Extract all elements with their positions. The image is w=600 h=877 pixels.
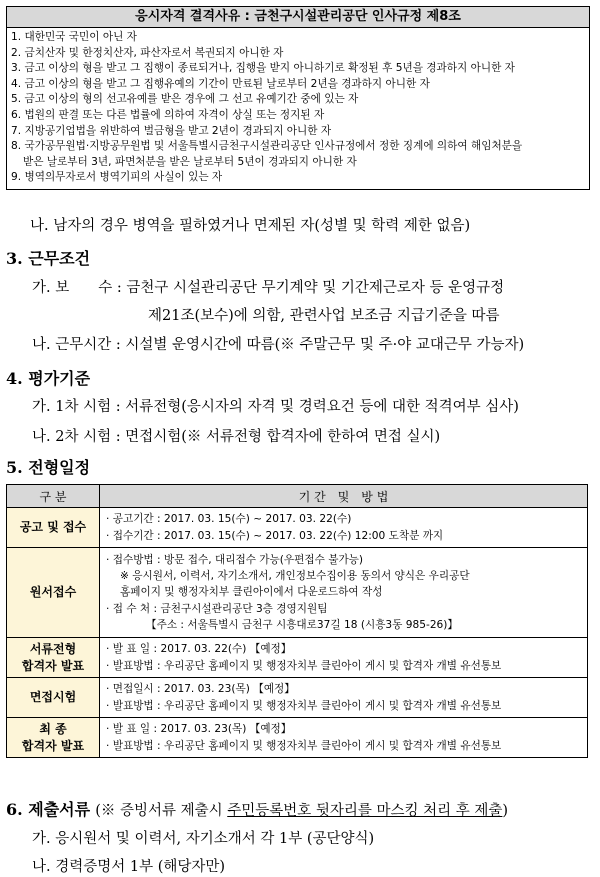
disqualification-box xyxy=(6,6,590,190)
row-content: · 접수방법 : 방문 접수, 대리접수 가능(우편접수 불가능) ※ 응시원서, 이력서, 자기소개서, 개인정보수집이용 동의서 양식은 우리공단 홈페이지 및 행정자치부 클린아이에서 다운로드하여 작성 · 접 수 처 : 금천구시설관리공단 3층 경영지원팀 【주소 : 서울특별시 금천구 시흥대로37길 18 (시흥3동 985-26)】 xyxy=(100,548,588,638)
list-item: 7. 지방공기업법을 위반하여 벌금형을 받고 2년이 경과되지 아니한 자 xyxy=(11,124,332,137)
second-exam-line: 나. 2차 시험 : 면접시험(※ 서류전형 합격자에 한하여 면접 실시) xyxy=(32,429,441,445)
list-item: 2. 금치산자 및 한정치산자, 파산자로서 복권되지 아니한 자 xyxy=(11,46,284,59)
pay-line: 가. 보 수 : 금천구 시설관리공단 무기계약 및 기간제근로자 등 운영규정 xyxy=(32,280,505,296)
table-row xyxy=(7,678,588,718)
work-hours-line: 나. 근무시간 : 시설별 운영시간에 따름(※ 주말근무 및 주·야 교대근무 가능자) xyxy=(32,337,525,353)
table-header-row xyxy=(7,485,588,508)
military-requirement: 나. 남자의 경우 병역을 필하였거나 면제된 자(성별 및 학력 제한 없음) xyxy=(30,218,471,234)
list-item: 1. 대한민국 국민이 아닌 자 xyxy=(11,31,137,43)
documents-note-prefix: (※ 증빙서류 제출시 xyxy=(95,803,228,819)
list-item-continuation: 받은 날로부터 3년, 파면처분을 받은 날로부터 5년이 경과되지 아니한 자 xyxy=(23,155,357,168)
schedule-table xyxy=(6,484,588,758)
row-label: 공고 및 접수 xyxy=(7,508,100,548)
masking-notice: 주민등록번호 뒷자리를 마스킹 처리 후 제출 xyxy=(227,803,503,819)
disqualification-list xyxy=(7,28,589,189)
row-content: · 발 표 일 : 2017. 03. 23(목) 【예정】 · 발표방법 : 우리공단 홈페이지 및 행정자치부 클린아이 게시 및 합격자 개별 유선통보 xyxy=(100,718,588,758)
list-item: 5. 금고 이상의 형의 선고유예를 받은 경우에 그 선고 유예기간 중에 있는 자 xyxy=(11,93,359,106)
first-exam-line: 가. 1차 시험 : 서류전형(응시자의 자격 및 경력요건 등에 대한 적격여부 심사) xyxy=(32,399,519,415)
list-item: 3. 금고 이상의 형을 받고 그 집행이 종료되거나, 집행을 받지 아니하기로 확정된 후 5년을 경과하지 아니한 자 xyxy=(11,62,515,75)
table-row xyxy=(7,638,588,678)
documents-note-suffix: ) xyxy=(502,803,509,819)
document-item-application: 가. 응시원서 및 이력서, 자기소개서 각 1부 (공단양식) xyxy=(32,831,375,847)
column-header-category: 구 분 xyxy=(7,485,100,508)
section-heading-documents: 6. 제출서류 xyxy=(6,800,91,819)
section-heading-documents-line xyxy=(6,797,508,820)
section-heading-work-conditions: 3. 근무조건 xyxy=(6,249,91,268)
list-item: 6. 법원의 판결 또는 다른 법률에 의하여 자격이 상실 또는 정지된 자 xyxy=(11,108,325,121)
document-item-career-certificate: 나. 경력증명서 1부 (해당자만) xyxy=(32,859,226,875)
section-heading-schedule: 5. 전형일정 xyxy=(6,458,91,477)
table-row xyxy=(7,718,588,758)
table-row xyxy=(7,548,588,638)
row-content: · 면접일시 : 2017. 03. 23(목) 【예정】 · 발표방법 : 우리공단 홈페이지 및 행정자치부 클린아이 게시 및 합격자 개별 유선통보 xyxy=(100,678,588,718)
disqualification-title: 응시자격 결격사유 : 금천구시설관리공단 인사규정 제8조 xyxy=(7,7,589,28)
column-header-period: 기 간 및 방 법 xyxy=(100,485,588,508)
list-item: 8. 국가공무원법·지방공무원법 및 서울특별시금천구시설관리공단 인사규정에서 정한 징계에 의하여 해임처분을 받은 날로부터 3년, 파면처분을 받은 날로부터 5년이 경과되지 아니한 자 xyxy=(11,139,585,170)
row-label: 서류전형 합격자 발표 xyxy=(7,638,100,678)
row-label: 원서접수 xyxy=(7,548,100,638)
section-heading-evaluation: 4. 평가기준 xyxy=(6,369,91,388)
table-row xyxy=(7,508,588,548)
row-content: · 발 표 일 : 2017. 03. 22(수) 【예정】 · 발표방법 : 우리공단 홈페이지 및 행정자치부 클린아이 게시 및 합격자 개별 유선통보 xyxy=(100,638,588,678)
pay-line-continuation: 제21조(보수)에 의함, 관련사업 보조금 지급기준을 따름 xyxy=(148,308,500,324)
row-content: · 공고기간 : 2017. 03. 15(수) ~ 2017. 03. 22(수) · 접수기간 : 2017. 03. 15(수) ~ 2017. 03. 22(수) 12:00 도착분 까지 xyxy=(100,508,588,548)
row-label: 면접시험 xyxy=(7,678,100,718)
list-item: 9. 병역의무자로서 병역기피의 사실이 있는 자 xyxy=(11,171,223,184)
list-item: 4. 금고 이상의 형을 받고 그 집행유예의 기간이 만료된 날로부터 2년을 경과하지 아니한 자 xyxy=(11,77,430,90)
row-label: 최 종 합격자 발표 xyxy=(7,718,100,758)
